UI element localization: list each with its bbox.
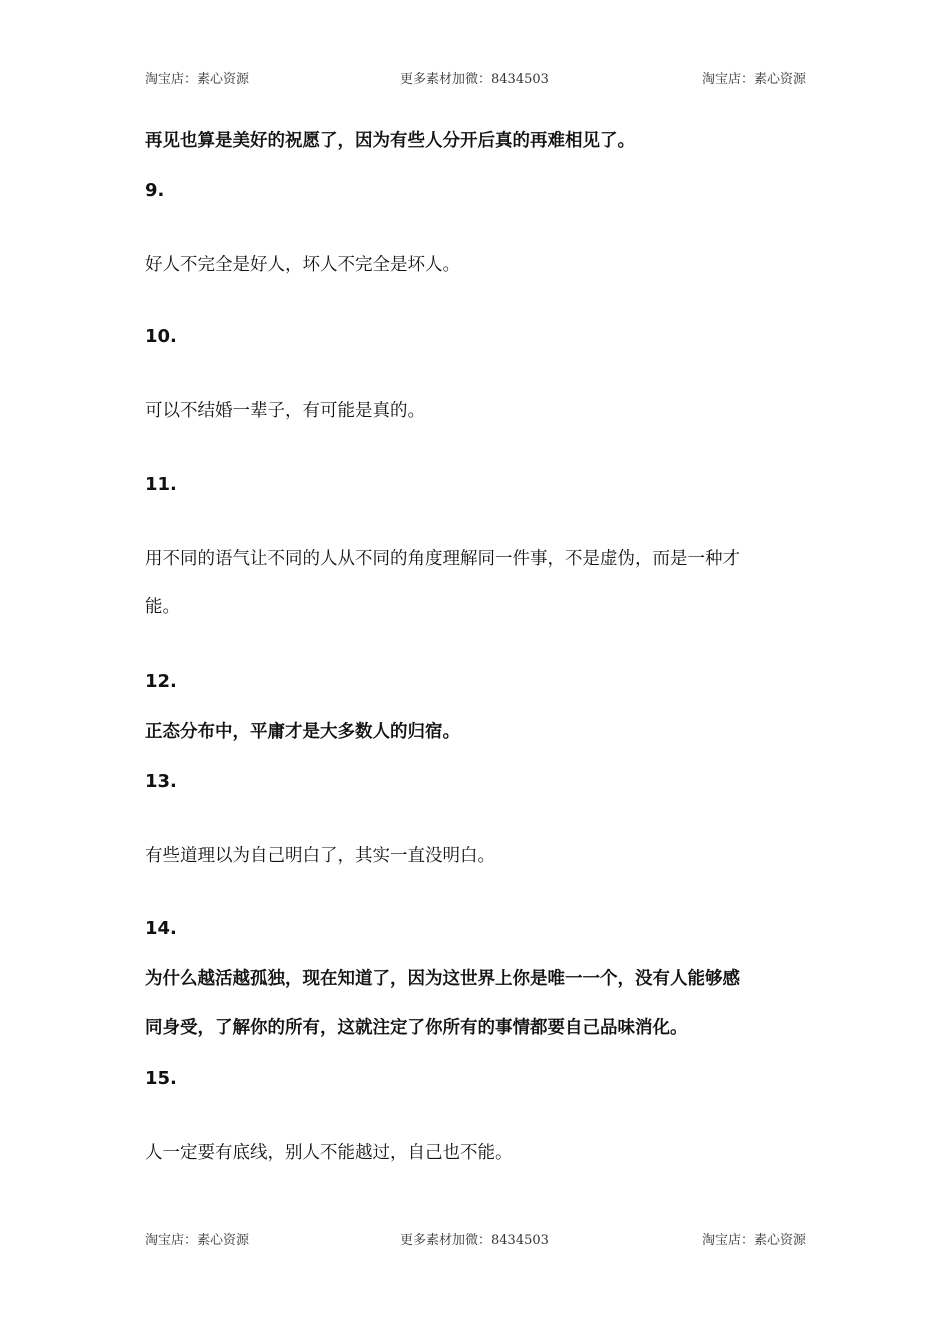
item-number-13: 13. (145, 771, 177, 792)
item-text-10: 可以不结婚一辈子，有可能是真的。 (145, 401, 425, 421)
item-number-11: 11. (145, 474, 177, 495)
item-text-9: 好人不完全是好人，坏人不完全是坏人。 (145, 255, 460, 275)
item-text-11-line-1: 用不同的语气让不同的人从不同的角度理解同一件事，不是虚伪，而是一种才 (145, 549, 740, 569)
item-number-14: 14. (145, 918, 177, 939)
footer-right-text: 淘宝店：素心资源 (701, 1233, 806, 1248)
footer-left-text: 淘宝店：素心资源 (145, 1233, 250, 1248)
footer-center-text: 更多素材加微：8434503 (400, 1233, 549, 1248)
item-text-12: 正态分布中，平庸才是大多数人的归宿。 (145, 722, 460, 742)
header-center-text: 更多素材加微：8434503 (400, 72, 549, 87)
header-left-text: 淘宝店：素心资源 (145, 72, 250, 87)
item-text-13: 有些道理以为自己明白了，其实一直没明白。 (145, 846, 495, 866)
intro-paragraph: 再见也算是美好的祝愿了，因为有些人分开后真的再难相见了。 (145, 131, 635, 151)
item-text-14-line-1: 为什么越活越孤独，现在知道了，因为这世界上你是唯一一个，没有人能够感 (145, 969, 740, 989)
item-number-12: 12. (145, 671, 177, 692)
header-right-text: 淘宝店：素心资源 (701, 72, 806, 87)
item-text-15: 人一定要有底线，别人不能越过，自己也不能。 (145, 1143, 513, 1163)
item-number-9: 9. (145, 180, 165, 201)
item-number-15: 15. (145, 1068, 177, 1089)
item-text-14-line-2: 同身受，了解你的所有，这就注定了你所有的事情都要自己品味消化。 (145, 1018, 688, 1038)
item-text-11-line-2: 能。 (145, 597, 180, 617)
item-number-10: 10. (145, 326, 177, 347)
